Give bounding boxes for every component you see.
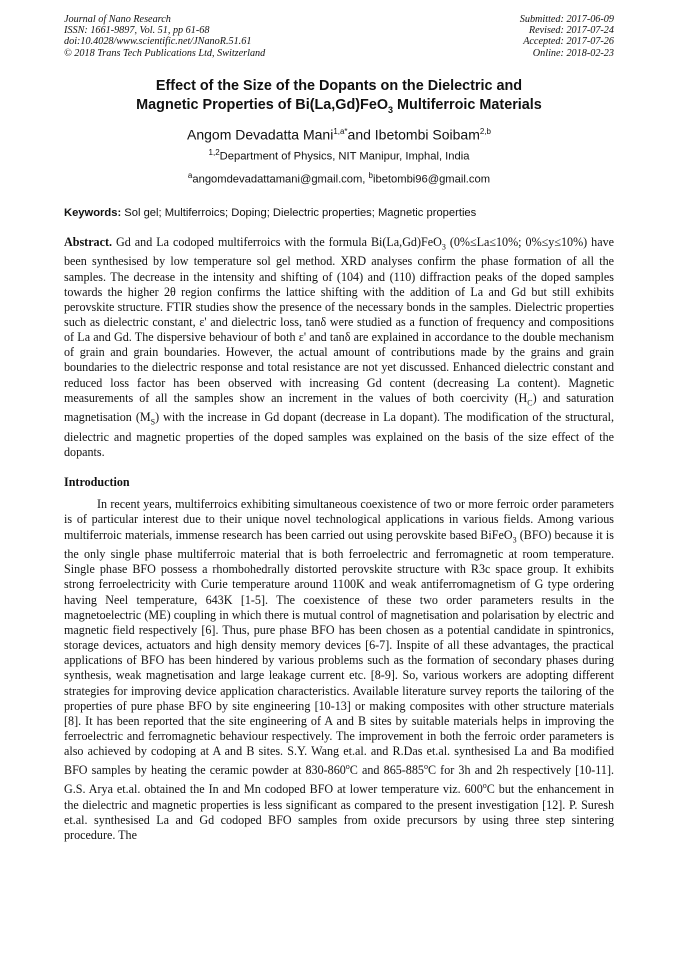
author-1-affiliation-mark: 1,a*: [333, 126, 348, 136]
affiliation: [64, 148, 614, 163]
abstract-sub-c: C: [527, 398, 533, 408]
keywords: [64, 207, 614, 219]
intro-degree-1: o: [345, 762, 350, 772]
intro-degree-3: o: [482, 781, 487, 791]
abstract-label: Abstract.: [64, 234, 113, 249]
intro-degree-2: o: [423, 762, 428, 772]
date-revised: Revised: 2017-07-24: [528, 25, 614, 37]
journal-copyright: © 2018 Trans Tech Publications Ltd, Switzerland: [64, 47, 266, 59]
title-line-1: Effect of the Size of the Dopants on the Dielectric and: [155, 77, 523, 94]
journal-name: Journal of Nano Research: [64, 14, 171, 25]
journal-info: [64, 14, 265, 59]
title-subscript: 3: [388, 104, 394, 115]
abstract-text-2: (0%≤La≤10%; 0%≤y≤10%) have been synthesised by low temperature sol gel method. XRD analyses confirm the phase formation of all the samples. The decrease in the intensity and shifting of (104) and (110) diffraction peaks of the doped samples towards the higher 2θ region confirms the lattice shifting with the addition of La and Gd but still exhibits perovskite structure. FTIR studies show the presence of the necessary bonds in the samples. Dielectric properties such as dielectric constant, ε' and dielectric loss, tanδ were studied as a function of frequency and compositions of La and Gd. The dispersive behaviour of both ε' and tanδ are explained in accordance to the double mechanism of grain and grain boundaries. However, the actual amount of contributions made by the grains and grain boundaries to the dielectric response and total resistance are not yet discussed. Enhanced dielectric constant and reduced loss factor has been observed with increasing Gd content (decreasing La content). Magnetic measurements of all the samples show an increment in the values of both coercivity (H: [64, 234, 614, 405]
intro-text-2: (BFO) because it is the only single phase multiferroic material that is both ferroelectric and ferromagnetic at room temperature. Single phase BFO possess a rhombohedrally distorted perovskite structure with R3c space group. It exhibits strong ferroelectricity with Curie temperature around 1100K and weak antiferromagnetism of G type ordering having Neel temperature, 643K [1-5]. The coexistence of these two order parameters results in the magnetoelectric (ME) coupling in which there is mutual control of magnetisation and polarisation by electric and magnetic field respectively [6]. Thus, pure phase BFO has been chosen as a potential candidate in spintronics, storage devices, actuators and high density memory devices [6-7]. Inspite of all these advantages, the practical applications of BFO has been hindered by various problems such as the formation of secondary phases during synthesis, weak magnetisation and large leakage current etc. [8-9]. So, various workers are adopting different strategies for improving device application characteristics. Available literature survey reports the tailoring of the properties of pure phase BFO by site engineering [10-13] or making composites with other structure materials [8]. It has been reported that the site engineering of A and B sites by suitable materials helps in improving the ferroelectric and ferromagnetic behaviour respectively. The improvement in both the ferroic order parameters is also achieved by codoping at A and B sites. S.Y. Wang et.al. and R.Das et.al. synthesised La and Ba modified BFO samples by heating the ceramic powder at 830-860: [64, 527, 614, 778]
intro-sub-3: 3: [512, 534, 517, 544]
journal-doi: doi:10.4028/www.scientific.net/JNanoR.51.61: [64, 36, 252, 48]
section-heading-introduction: Introduction: [64, 475, 130, 490]
email-a-mark: a: [187, 171, 193, 181]
title-line-2-text: Magnetic Properties of Bi(La,Gd)FeO: [136, 96, 389, 113]
abstract-text-3: ) and saturation magnetisation (M: [64, 390, 614, 425]
date-submitted: Submitted: 2017-06-09: [519, 14, 614, 25]
date-accepted: Accepted: 2017-07-26: [523, 36, 614, 48]
abstract-text-4: ) with the increase in Gd dopant (decrease in La dopant). The modification of the structural, dielectric and magnetic properties of the doped samples was explained on the basis of the size effect of the dopants.: [64, 410, 614, 460]
date-online: Online: 2018-02-23: [532, 47, 614, 59]
journal-issn: ISSN: 1661-9897, Vol. 51, pp 61-68: [64, 25, 210, 37]
author-2-affiliation-mark: 2,b: [479, 126, 491, 136]
abstract-text-1: Gd and La codoped multiferroics with the formula Bi(La,Gd)FeO: [112, 234, 442, 249]
title-line-2: [64, 96, 614, 120]
paper-title: [64, 77, 614, 120]
affiliation-mark: 1,2: [208, 148, 220, 158]
keywords-label: Keywords:: [64, 206, 122, 219]
journal-header: [64, 14, 614, 59]
intro-text-5: C but the enhancement in the dielectric and magnetic properties is less significant as compared to the present investigation [12]. P. Suresh et.al. synthesised La and Gd codoped BFO samples from oxide precursors by using three step sintering procedure. The: [64, 782, 615, 842]
title-line-2-end: Multiferroic Materials: [393, 96, 542, 113]
paper-page: [64, 14, 614, 843]
author-emails: [64, 171, 614, 186]
affiliation-text: Department of Physics, NIT Manipur, Imphal, India: [219, 151, 470, 164]
author-list: [64, 123, 614, 144]
keywords-text: Sol gel; Multiferroics; Doping; Dielectric properties; Magnetic properties: [121, 206, 477, 219]
abstract-sub-s: S: [150, 417, 156, 427]
abstract: [64, 235, 614, 460]
publication-dates: [520, 14, 614, 59]
email-b-mark: b: [368, 171, 373, 181]
author-connector: and: [347, 126, 375, 143]
introduction-paragraph: [64, 497, 614, 843]
author-1: Angom Devadatta Mani: [187, 126, 334, 143]
email-b: ibetombi96@gmail.com: [372, 173, 491, 186]
intro-text-4: C for 3h and 2h respectively [10-11]. G.S. Arya et.al. obtained the In and Mn codoped BFO at lower temperature viz. 600: [64, 763, 614, 797]
author-2: Ibetombi Soibam: [374, 126, 480, 143]
intro-text-1: In recent years, multiferroics exhibiting simultaneous coexistence of two or more ferroic order parameters is of particular interest due to their unique novel technological applications in various fields. Among various multiferroic materials, immense research has been carried out using perovskite based BiFeO: [64, 497, 614, 542]
intro-text-3: C and 865-885: [349, 763, 424, 778]
email-a: angomdevadattamani@gmail.com,: [192, 173, 369, 186]
abstract-sub-3: 3: [441, 242, 446, 252]
